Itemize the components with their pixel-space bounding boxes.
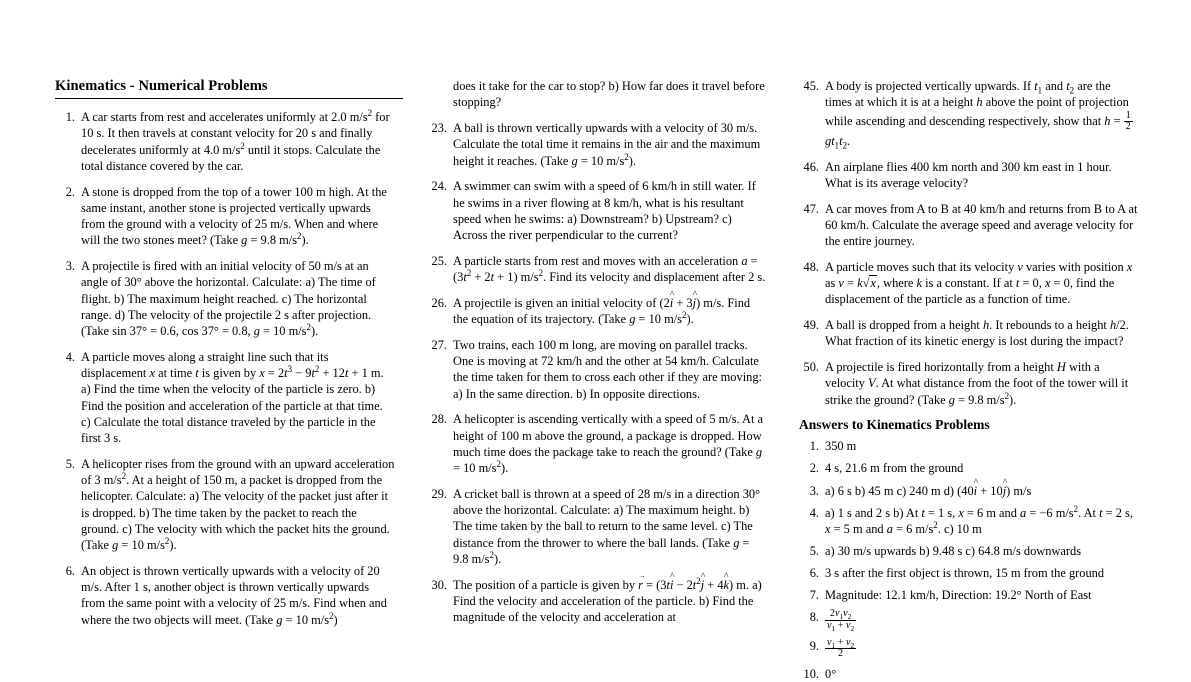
answer-item-number: 4. — [809, 505, 819, 520]
problem-item-number: 5. — [65, 456, 75, 471]
problem-item-number: 2. — [65, 184, 75, 199]
answer-item-text: 350 m — [825, 439, 857, 454]
answer-item-text: $\frac{v_1 + v_2}{2}$ — [827, 636, 855, 660]
answer-item-number: 8. — [809, 610, 819, 625]
answer-item-number: 10. — [803, 667, 819, 682]
problem-item — [55, 456, 395, 554]
problem-item-text: A particle starts from rest and moves with an acceleration $a = (3t^2 + 2t + 1)$ $m/s^2$. Find its velocity and displacement after 2 s. — [453, 253, 766, 284]
answer-item-number: 3. — [809, 483, 819, 498]
problem-item-number: 29. — [431, 486, 447, 501]
document-columns — [55, 78, 1140, 682]
problem-item-number: 4. — [65, 349, 75, 364]
problem-item — [55, 349, 395, 447]
problem-item — [55, 258, 395, 339]
answer-item — [799, 608, 1139, 634]
problem-item — [427, 486, 767, 567]
problem-item-text: A particle moves along a straight line such that its displacement x at time t is given by $x = 2t^3 - 9t^2 + 12t + 1$ m. a) Find the time when the velocity of the particle is zero. b) Find the position and acceleration of the particle at that time. c) Calculate the total distance traveled by the particle in the first 3 s. — [81, 349, 384, 445]
answer-item — [799, 638, 1139, 660]
answer-item-text: 0° — [825, 667, 837, 682]
problem-item — [799, 359, 1139, 408]
problem-item-text: A ball is dropped from a height h. It rebounds to a height h/2. What fraction of its kinetic energy is lost during the impact? — [825, 318, 1129, 349]
continuation-text: does it take for the car to stop? b) How far does it travel before stopping? — [453, 79, 765, 110]
answer-item — [799, 666, 1139, 682]
problem-item-text: Two trains, each 100 m long, are moving on parallel tracks. One is moving at 72 km/h and the other at 54 km/h. Calculate the time taken for them to cross each other if they are moving: a) In the same direction. b) In opposite directions. — [453, 337, 762, 401]
problem-item — [427, 120, 767, 169]
answer-item — [799, 587, 1139, 603]
question-list-right — [799, 78, 1139, 408]
problem-item-text: An airplane flies 400 km north and 300 km east in 1 hour. What is its average velocity? — [825, 159, 1112, 190]
problem-item-number: 45. — [803, 79, 819, 93]
problem-item-text: A stone is dropped from the top of a tower 100 m high. At the same instant, another stone is projected vertically upwards from the ground with a velocity of 25 m/s. When and where will the two stones meet? (Take g = 9.8 $m/s^2$). — [81, 184, 387, 248]
problem-item — [55, 563, 395, 628]
problem-item-number: 26. — [431, 295, 447, 310]
problem-item-text: A swimmer can swim with a speed of 6 km/h in still water. If he swims in a river flowing at 8 km/h, what is his resultant speed when he swims: a) Downstream? b) Upstream? c) Across the river perpendicular to the current? — [453, 179, 756, 242]
answer-item — [799, 483, 1139, 499]
answer-item-text: 4 s, 21.6 m from the ground — [825, 461, 964, 476]
problem-item-text: A ball is thrown vertically upwards with a velocity of 30 m/s. Calculate the total time it remains in the air and the maximum height it reaches. (Take g = 10 $m/s^2$). — [453, 121, 761, 168]
problem-item — [799, 317, 1139, 350]
problem-item-number: 6. — [65, 563, 75, 578]
answer-item-text: $\frac{2v_1v_2}{v_1 + v_2}$ — [827, 608, 855, 634]
answer-item-number: 9. — [809, 638, 819, 653]
problem-item-number: 28. — [431, 412, 447, 427]
problem-item-number: 24. — [431, 179, 447, 194]
answers-heading: Answers to Kinematics Problems — [799, 417, 990, 433]
answer-item — [799, 505, 1139, 537]
problem-item-text: A projectile is given an initial velocity of (2i ^ + 3j ^) m/s. Find the equation of its trajectory. (Take g = 10 $m/s^2$). — [453, 296, 750, 326]
problem-item — [799, 201, 1139, 250]
answer-item-text: a) 1 s and 2 s b) At t = 1 s, x = 6 m and a = −6 $m/s^2$. At t = 2 s, x = 5 m and a = 6 $m/s^2$. c) 10 m — [825, 503, 1133, 536]
problem-item-text: A car moves from A to B at 40 km/h and returns from B to A at 60 km/h. Calculate the average speed and average velocity for the entire journey. — [825, 201, 1138, 249]
problem-item-number: 27. — [431, 337, 447, 352]
problem-item-number: 50. — [803, 360, 819, 375]
problem-item-number: 1. — [65, 110, 75, 124]
answer-item — [799, 543, 1139, 559]
problem-item-text: A body is projected vertically upwards. If $t_1$ and $t_2$ are the times at which it is at a height h above the point of projection while ascending and descending respectively, show that h = $\frac{1}{2}$ $gt_1t_2$. — [825, 79, 1131, 151]
problem-item-text: A cricket ball is thrown at a speed of 28 m/s in a direction 30° above the horizontal. Calculate: a) The maximum height. b) The time taken by the ball to return to the same level. c) The distance from the thrower to where the ball lands. (Take g = 9.8 $m/s^2$). — [453, 486, 761, 566]
question-list-middle — [427, 120, 767, 625]
problem-item-text: An object is thrown vertically upwards with a velocity of 20 m/s. After 1 s, another object is thrown vertically upwards from the same point with a velocity of 25 m/s. Find when and where the two objects will meet. (Take g = 10 $m/s^2$) — [81, 563, 387, 627]
answer-item-number: 7. — [809, 588, 819, 603]
problem-item — [427, 178, 767, 243]
problem-item-text: A projectile is fired with an initial velocity of 50 m/s at an angle of 30° above the horizontal. Calculate: a) The time of flight. b) The maximum height reached. c) The horizontal range. d) The velocity of the projectile 2 s after projection. (Take sin 37° = 0.6, cos 37° = 0.8, g = 10 $m/s^2$). — [81, 259, 376, 338]
problem-item-number: 46. — [803, 159, 819, 174]
answer-item — [799, 565, 1139, 581]
answer-item-text: a) 6 s b) 45 m c) 240 m d) (40i ^ + 10j ^) m/s — [825, 484, 1031, 498]
column-left — [55, 78, 395, 626]
answer-item — [799, 438, 1139, 454]
answer-item-number: 6. — [809, 566, 819, 581]
problem-item-text: The position of a particle is given by r → = (3ti ^ − $2t^2j$ ^ + 4k ^) m. a) Find the velocity and acceleration of the particle. b) Find the magnitude of the velocity and acceleration at — [453, 578, 762, 625]
answer-item-number: 1. — [809, 439, 819, 454]
problem-item-text: A projectile is fired horizontally from a height H with a velocity V. At what distance from the foot of the tower will it strike the ground? (Take g = 9.8 $m/s^2$). — [825, 360, 1129, 407]
problem-item-number: 49. — [803, 318, 819, 333]
problem-item-text: A helicopter is ascending vertically with a speed of 5 m/s. At a height of 100 m above the ground, a package is dropped. How much time does the package take to reach the ground? (Take g = 10 $m/s^2$). — [453, 412, 764, 475]
problem-item — [427, 295, 767, 328]
problem-item-number: 30. — [431, 577, 447, 592]
column-right — [799, 78, 1139, 682]
problem-item-text: A particle moves such that its velocity v varies with position x as v = k√x, where k is a constant. If at t = 0, x = 0, find the displacement of the particle as a function of time. — [825, 259, 1133, 307]
answer-item-text: Magnitude: 12.1 km/h, Direction: 19.2° North of East — [825, 588, 1092, 603]
answer-item-number: 5. — [809, 543, 819, 558]
column-middle — [427, 78, 767, 626]
question-list-left — [55, 109, 395, 628]
problem-item — [427, 577, 767, 626]
problem-item — [55, 184, 395, 249]
answer-item-text: a) 30 m/s upwards b) 9.48 s c) 64.8 m/s downwards — [825, 543, 1082, 558]
problem-item — [799, 259, 1139, 308]
problem-item-number: 47. — [803, 201, 819, 216]
problem-item-number: 25. — [431, 253, 447, 268]
problem-item — [427, 411, 767, 476]
problem-item — [799, 159, 1139, 192]
page-title: Kinematics - Numerical Problems — [55, 78, 403, 99]
problem-item-text: A helicopter rises from the ground with an upward acceleration of 3 $m/s^2$. At a height of 150 m, a packet is dropped from the helicopter. Calculate: a) The velocity of the packet just after it is dropped. b) The time taken by the packet to reach the ground. c) The velocity with which the packet hits the ground. (Take g = 10 $m/s^2$). — [81, 456, 395, 552]
answer-item-text: 3 s after the first object is thrown, 15 m from the ground — [825, 566, 1105, 581]
problem-item-number: 48. — [803, 259, 819, 274]
problem-item-number: 23. — [431, 121, 447, 135]
problem-item-number: 3. — [65, 259, 75, 273]
answer-item-number: 2. — [809, 461, 819, 476]
problem-item — [799, 78, 1139, 149]
problem-item-text: A car starts from rest and accelerates uniformly at 2.0 $m/s^2$ for 10 s. It then travels at constant velocity for 20 s and finally decelerates uniformly at 4.0 $m/s^2$ until it stops. Calculate the total distance covered by the car. — [81, 107, 390, 173]
problem-item — [55, 109, 395, 174]
answer-item — [799, 460, 1139, 476]
problem-item — [427, 337, 767, 402]
problem-item — [427, 253, 767, 286]
answers-list — [799, 438, 1139, 682]
